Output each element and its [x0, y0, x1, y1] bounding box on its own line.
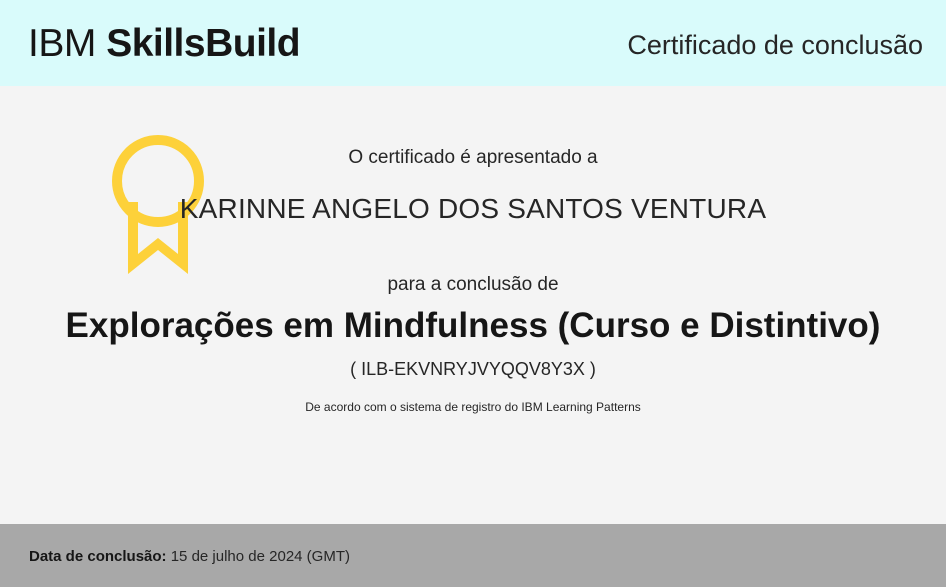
- completion-of-text: para a conclusão de: [387, 274, 559, 295]
- completion-date: [29, 546, 350, 568]
- completion-date-value: 15 de julho de 2024 (GMT): [170, 548, 350, 565]
- certificate-type: Certificado de conclusão: [627, 30, 923, 60]
- completion-date-label: Data de conclusão:: [29, 548, 167, 565]
- brand-logo: [28, 20, 300, 68]
- brand-prefix: IBM: [28, 22, 96, 65]
- course-title: Explorações em Mindfulness (Curso e Distintivo): [65, 306, 881, 345]
- course-id: ( ILB-EKVNRYJVYQQV8Y3X ): [350, 359, 596, 379]
- certificate-footer: [0, 524, 946, 587]
- registry-note: De acordo com o sistema de registro do IBM Learning Patterns: [305, 400, 641, 414]
- recipient-name: KARINNE ANGELO DOS SANTOS VENTURA: [179, 193, 767, 224]
- certificate-header: [0, 0, 946, 86]
- presented-to-text: O certificado é apresentado a: [348, 147, 598, 168]
- brand-name: SkillsBuild: [106, 22, 301, 65]
